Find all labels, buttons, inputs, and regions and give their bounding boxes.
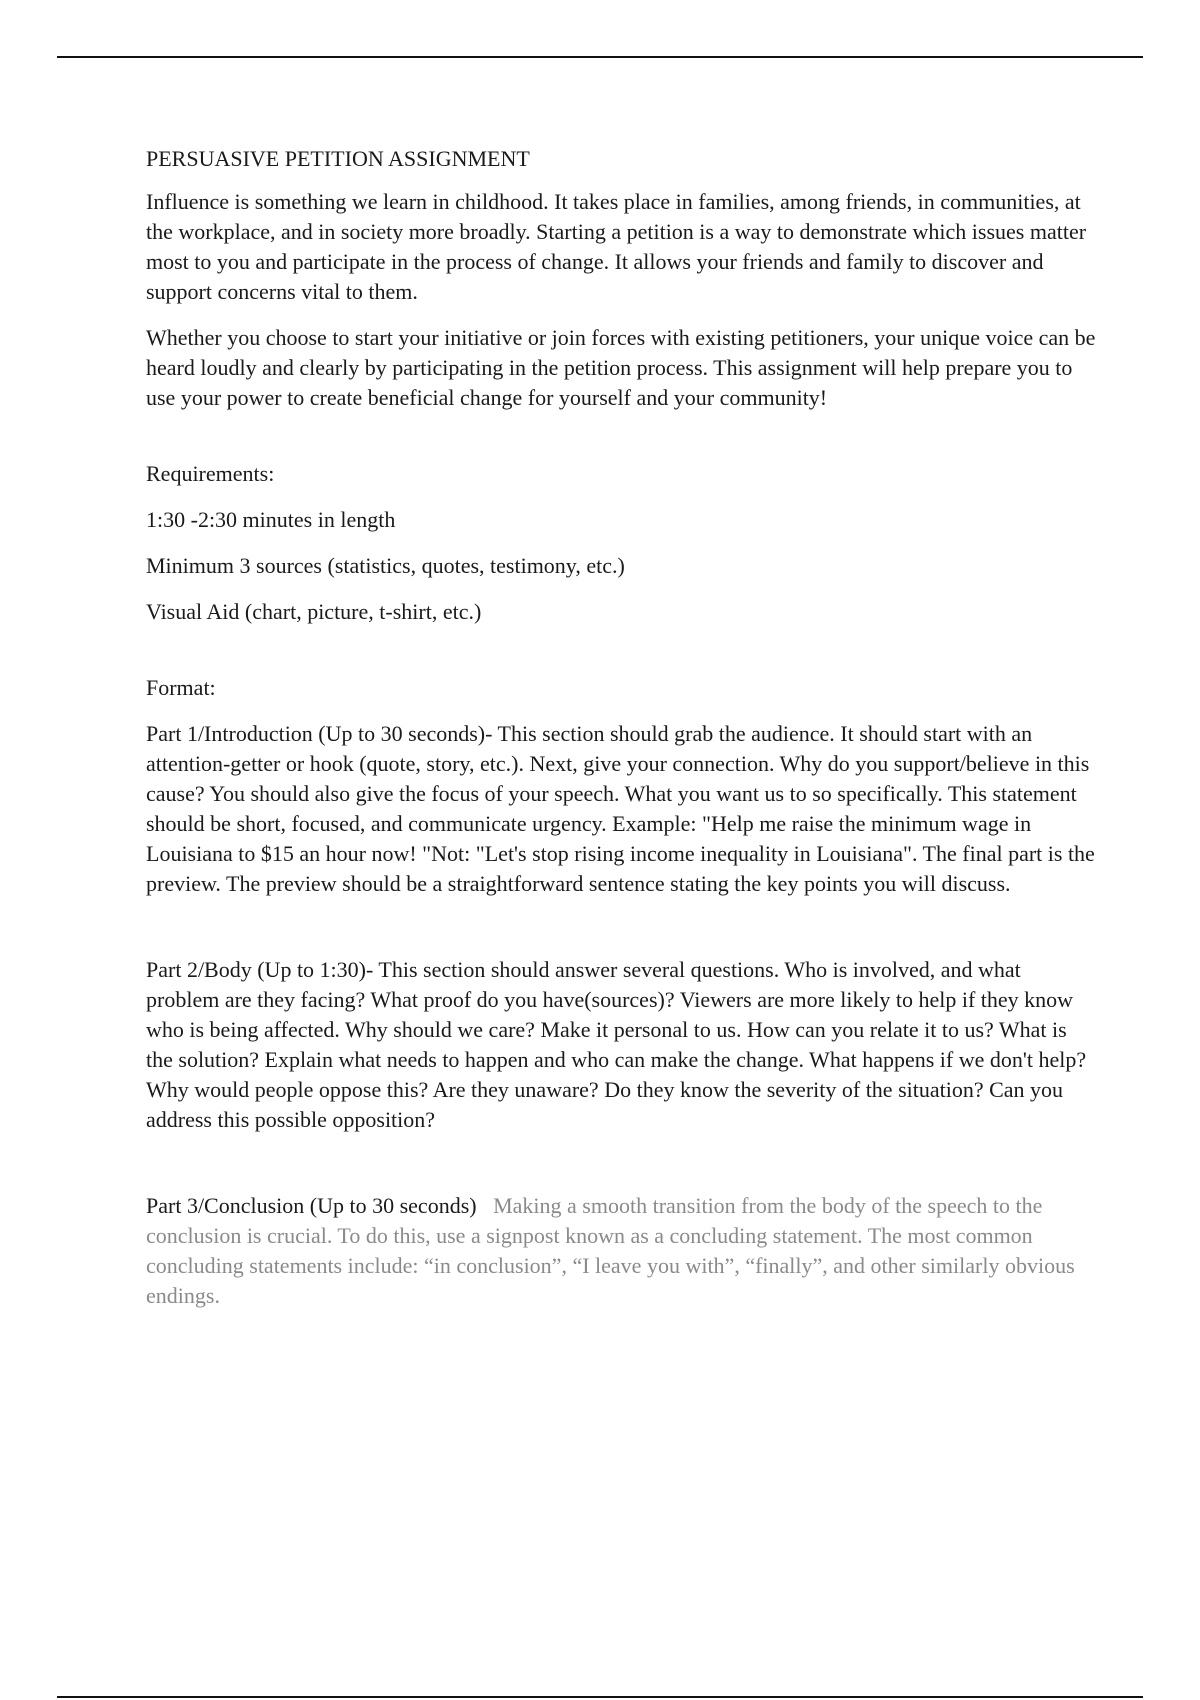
format-part-1-introduction: Part 1/Introduction (Up to 30 seconds)- This section should grab the audience. It should start with an attention-getter or hook (quote, story, etc.). Next, give your connection. Why do you support/believe in this cause? You should also give the focus of your speech. What you want us to so specifically. This statement should be short, focused, and communicate urgency. Example: "Help me raise the minimum wage in Louisiana to $15 an hour now! "Not: "Let's stop rising income inequality in Louisiana". The final part is the preview. The preview should be a straightforward sentence stating the key points you will discuss. xyxy=(146,721,1095,896)
requirement-item-visual-aid: Visual Aid (chart, picture, t-shirt, etc.) xyxy=(146,599,482,624)
top-rule xyxy=(57,56,1143,58)
document-title: PERSUASIVE PETITION ASSIGNMENT xyxy=(146,146,530,171)
format-part-3-conclusion xyxy=(146,1191,1096,1311)
requirement-item-sources: Minimum 3 sources (statistics, quotes, testimony, etc.) xyxy=(146,553,625,578)
requirements-heading: Requirements: xyxy=(146,461,275,486)
part-3-label: Part 3/Conclusion (Up to 30 seconds) xyxy=(146,1193,477,1218)
requirement-item-length: 1:30 -2:30 minutes in length xyxy=(146,507,396,532)
part-3-text: Making a smooth transition from the body of the speech to the conclusion is crucial. To do this, use a signpost known as a concluding statement. The most common concluding statements include: “in conclusion”, “I leave you with”, “finally”, and other similarly obvious endings. xyxy=(146,1193,1075,1308)
format-heading: Format: xyxy=(146,675,216,700)
format-part-2-body: Part 2/Body (Up to 1:30)- This section should answer several questions. Who is involved, and what problem are they facing? What proof do you have(sources)? Viewers are more likely to help if they know who is being affected. Why should we care? Make it personal to us. How can you relate it to us? What is the solution? Explain what needs to happen and who can make the change. What happens if we don't help? Why would people oppose this? Are they unaware? Do they know the severity of the situation? Can you address this possible opposition? xyxy=(146,957,1087,1132)
bottom-rule xyxy=(57,1696,1143,1698)
intro-paragraph-1: Influence is something we learn in childhood. It takes place in families, among friends, in communities, at the workplace, and in society more broadly. Starting a petition is a way to demonstrate which issues matter most to you and participate in the process of change. It allows your friends and family to discover and support concerns vital to them. xyxy=(146,189,1087,304)
intro-paragraph-2: Whether you choose to start your initiative or join forces with existing petitioners, your unique voice can be heard loudly and clearly by participating in the petition process. This assignment will help prepare you to use your power to create beneficial change for yourself and your community! xyxy=(146,325,1096,410)
document-body xyxy=(146,144,1096,1327)
